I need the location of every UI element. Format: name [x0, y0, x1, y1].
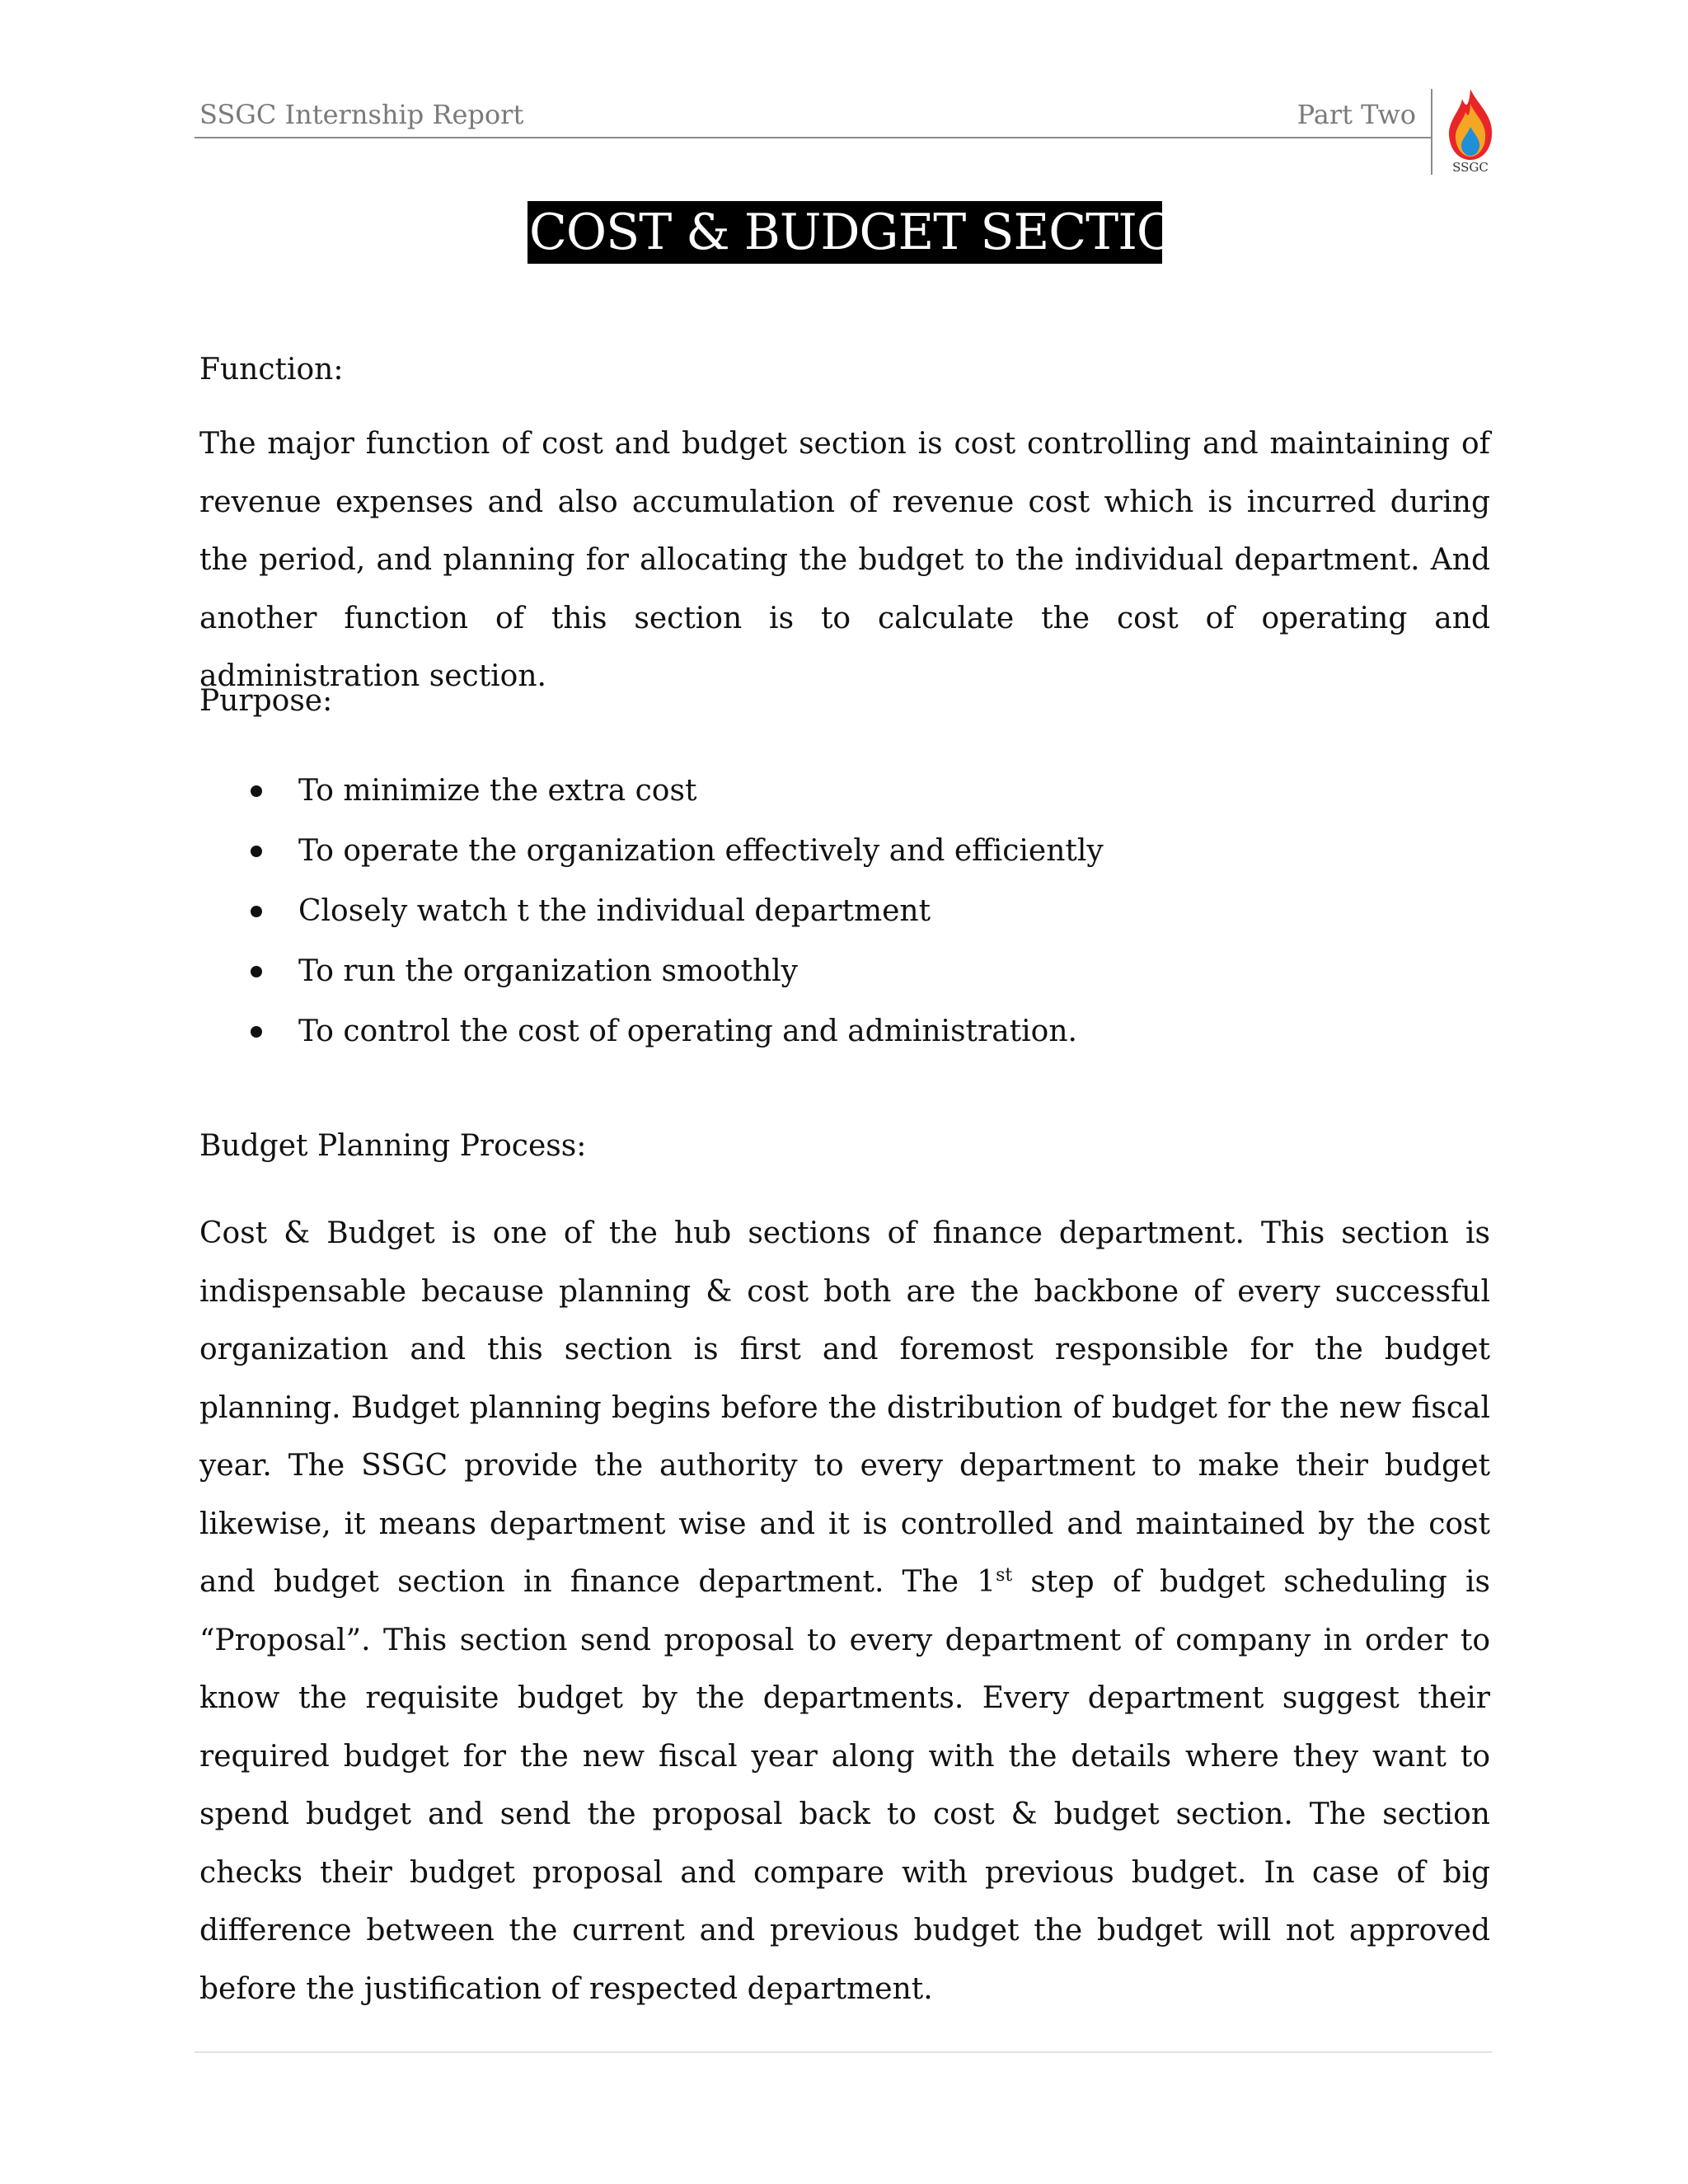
list-item: To control the cost of operating and administration.: [199, 1007, 1436, 1067]
logo-text: SSGC: [1452, 160, 1489, 175]
purpose-list: [199, 766, 1436, 1067]
header-part-label: Part Two: [1296, 99, 1416, 130]
header-divider: [195, 137, 1432, 138]
list-item: Closely watch t the individual department: [199, 887, 1436, 947]
purpose-heading: Purpose:: [199, 684, 333, 718]
function-paragraph: The major function of cost and budget section is cost controlling and maintaining of revenue expenses and also accumulation of revenue cost which is incurred during the period, and planning for allocating the budget to the individual department. And another function of this section is to calculate the cost of operating and administration section.: [199, 427, 1490, 693]
ssgc-logo: [1444, 86, 1497, 176]
list-item: To run the organization smoothly: [199, 947, 1436, 1007]
header-vertical-divider: [1431, 89, 1432, 175]
footer-divider: [195, 2051, 1492, 2053]
list-item: To minimize the extra cost: [199, 766, 1436, 827]
function-heading: Function:: [199, 353, 344, 387]
bullet-icon: [251, 846, 262, 857]
bullet-icon: [251, 1026, 262, 1038]
ordinal-superscript: st: [996, 1565, 1013, 1586]
list-item: To operate the organization effectively and efficiently: [199, 827, 1436, 887]
budget-planning-paragraph: Cost & Budget is one of the hub sections of finance department. This section is indispensable because planning & cost both are the backbone of every successful organization and this section is first and foremost responsible for the budget planning. Budget planning begins before the distribution of budget for the new fiscal year. The SSGC provide the authority to every department to make their budget likewise, it means department wise and it is controlled and maintained by the cost and budget section in finance department. The 1st step of budget scheduling is “Proposal”. This section send proposal to every department of company in order to know the requisite budget by the departments. Every department suggest their required budget for the new fiscal year along with the details where they want to spend budget and send the proposal back to cost & budget section. The section checks their budget proposal and compare with previous budget. In case of big difference between the current and previous budget the budget will not approved before the justification of respected department.: [199, 1216, 1490, 2006]
budget-planning-heading: Budget Planning Process:: [199, 1129, 587, 1163]
bullet-icon: [251, 906, 262, 917]
header-report-title: SSGC Internship Report: [199, 99, 524, 130]
page-title: COST & BUDGET SECTION: [528, 201, 1162, 264]
bullet-icon: [251, 785, 262, 797]
bullet-icon: [251, 966, 262, 977]
